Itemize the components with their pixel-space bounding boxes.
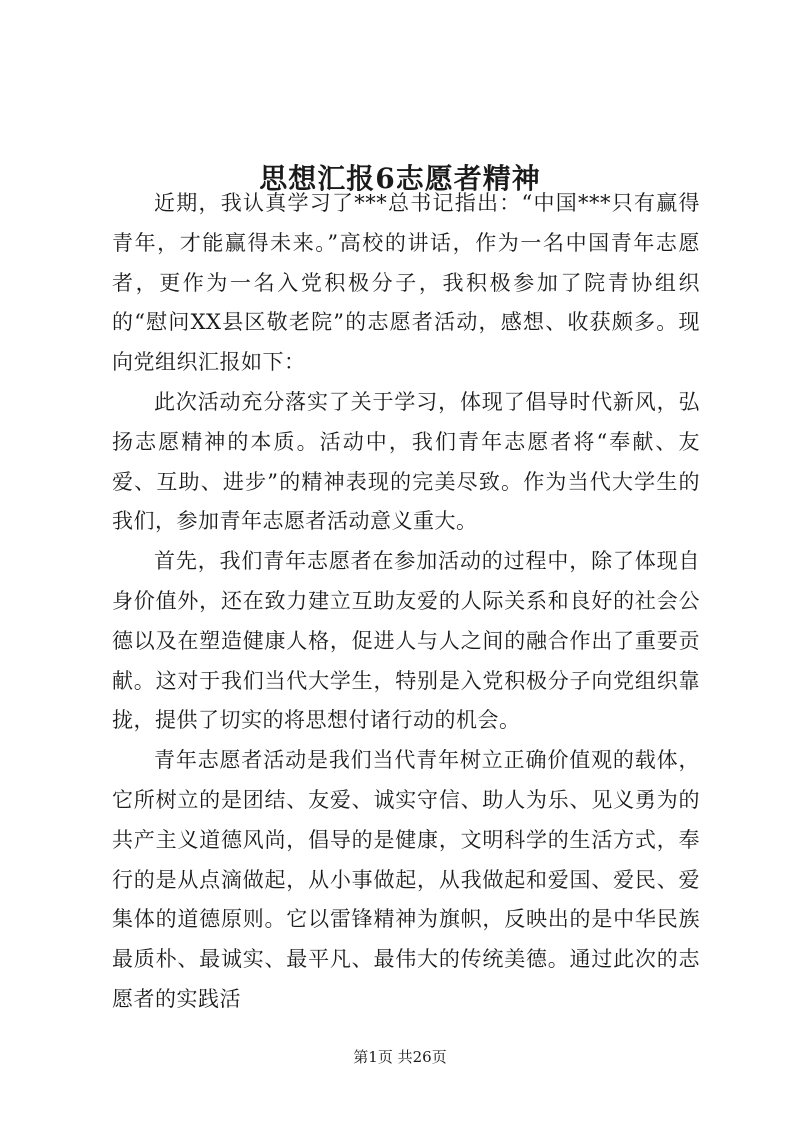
paragraph-3: 首先，我们青年志愿者在参加活动的过程中，除了体现自身价值外，还在致力建立互助友爱的人际关系和良好的社会公德以及在塑造健康人格，促进人与人之间的融合作出了重要贡献。这对于我们当代大学生，特别是入党积极分子向党组织靠拢，提供了切实的将思想付诸行动的机会。 — [112, 549, 700, 733]
document-body — [112, 184, 700, 1020]
paragraph-1: 近期，我认真学习了***总书记指出：“中国***只有赢得青年，才能赢得未来。”高校的讲话，作为一名中国青年志愿者，更作为一名入党积极分子，我积极参加了院青协组织的“慰问XX县区敬老院”的志愿者活动，感想、收获颇多。现向党组织汇报如下： — [112, 191, 700, 375]
paragraph-4: 青年志愿者活动是我们当代青年树立正确价值观的载体，它所树立的是团结、友爱、诚实守信、助人为乐、见义勇为的共产主义道德风尚，倡导的是健康，文明科学的生活方式，奉行的是从点滴做起，从小事做起，从我做起和爱国、爱民、爱集体的道德原则。它以雷锋精神为旗帜，反映出的是中华民族最质朴、最诚实、最平凡、最伟大的传统美德。通过此次的志愿者的实践活 — [112, 748, 700, 1011]
page-number-footer: 第1页 共26页 — [353, 1048, 447, 1066]
document-title: 思想汇报6志愿者精神 — [259, 161, 541, 195]
paragraph-2: 此次活动充分落实了关于学习，体现了倡导时代新风，弘扬志愿精神的本质。活动中，我们青年志愿者将“奉献、友爱、互助、进步”的精神表现的完美尽致。作为当代大学生的我们，参加青年志愿者活动意义重大。 — [112, 389, 700, 534]
